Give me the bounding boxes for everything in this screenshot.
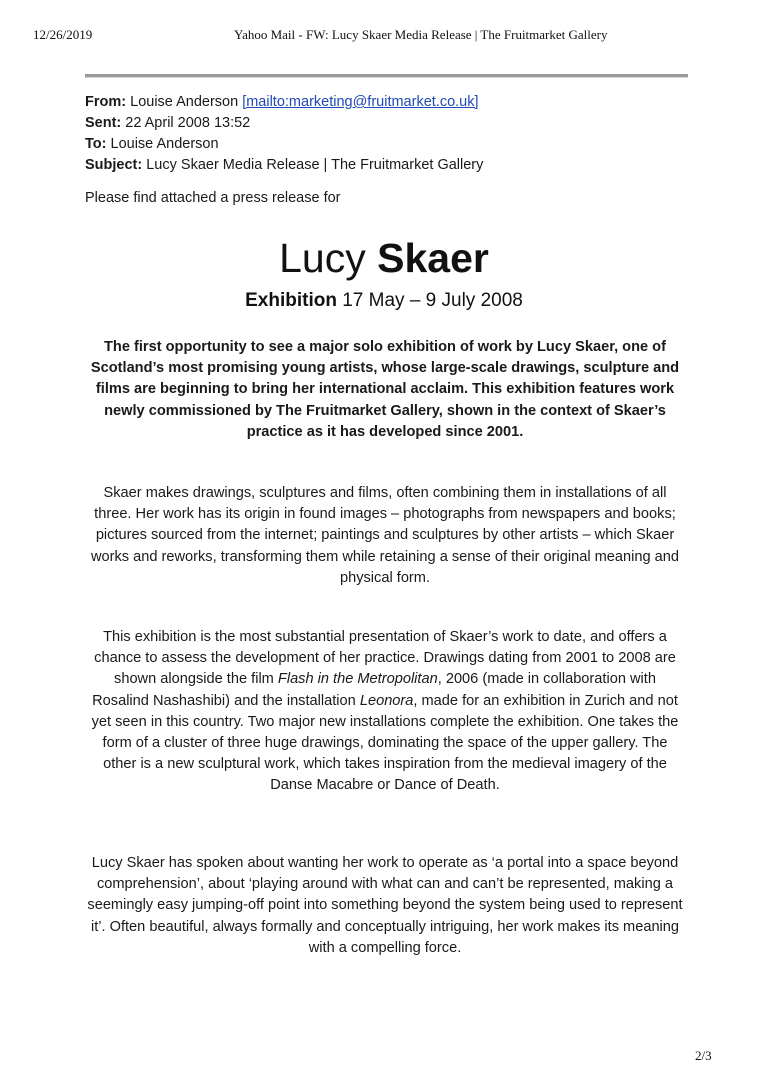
sent-row (85, 113, 483, 134)
artist-headline (0, 232, 768, 284)
exhibition-label: Exhibition (245, 290, 337, 311)
lead-paragraph: The first opportunity to see a major solo exhibition of work by Lucy Skaer, one of Scotland’s most promising young artists, whose large-scale drawings, sculpture and films are beginning to bring her international acclaim. This exhibition features work newly commissioned by The Fruitmarket Gallery, shown in the context of Skaer’s practice as it has developed since 2001. (90, 339, 680, 440)
p2-text-b: , 2006 (made in collaboration with Rosalind Nashashibi) and the installation (92, 671, 656, 709)
intro-text: Please find attached a press release for (85, 190, 341, 206)
film-title: Flash in the Metropolitan (277, 671, 438, 688)
p2-text-c: , made for an exhibition in Zurich and not yet seen in this country. Two major new installations complete the exhibition. One takes the form of a cluster of three huge drawings, dominating the space of the upper gallery. The other is a new sculptural work, which takes inspiration from the medieval imagery of the Danse Macabre or Dance of Death. (91, 692, 679, 794)
subject-label: Subject: (85, 157, 143, 173)
installation-title: Leonora (359, 692, 414, 709)
exhibition-dates: 17 May – 9 July 2008 (342, 290, 523, 311)
from-label: From: (85, 94, 127, 110)
sent-label: Sent: (85, 115, 122, 131)
header-divider (85, 74, 688, 78)
paragraph-quote: Lucy Skaer has spoken about wanting her work to operate as ‘a portal into a space beyond comprehension’, about ‘playing around with what can and can’t be represented, making a seemingly easy jumping-off point into something beyond the system being used to represent it’. Often beautiful, always formally and conceptually intriguing, her work makes its meaning with a compelling force. (87, 855, 683, 956)
p2-text-a: This exhibition is the most substantial presentation of Skaer’s work to date, and offers a chance to assess the development of her practice. Drawings dating from 2001 to 2008 are shown alongside the film (94, 629, 676, 688)
subject-row (85, 155, 483, 176)
print-date: 12/26/2019 (33, 27, 93, 42)
page-number: 2/3 (695, 1048, 712, 1063)
to-value: Louise Anderson (110, 136, 219, 152)
print-header (0, 27, 768, 47)
to-label: To: (85, 136, 107, 152)
from-name: Louise Anderson (130, 94, 239, 110)
sent-value: 22 April 2008 13:52 (125, 115, 251, 131)
exhibition-subhead (0, 289, 768, 313)
print-title: Yahoo Mail - FW: Lucy Skaer Media Release | The Fruitmarket Gallery (234, 27, 608, 42)
artist-first-name: Lucy (279, 235, 366, 281)
email-meta (85, 92, 483, 176)
to-row (85, 134, 483, 155)
artist-last-name: Skaer (377, 235, 489, 281)
paragraph-exhibition (84, 627, 686, 797)
subject-value: Lucy Skaer Media Release | The Fruitmarket Gallery (146, 157, 484, 173)
paragraph-practice: Skaer makes drawings, sculptures and films, often combining them in installations of all three. Her work has its origin in found images – photographs from newspapers and books; pictures sourced from the internet; paintings and sculptures by other artists – which Skaer works and reworks, transforming them while retaining a sense of their original meaning and physical form. (90, 485, 680, 586)
from-mailto-link[interactable]: [mailto:marketing@fruitmarket.co.uk] (242, 94, 479, 110)
from-row (85, 92, 483, 113)
